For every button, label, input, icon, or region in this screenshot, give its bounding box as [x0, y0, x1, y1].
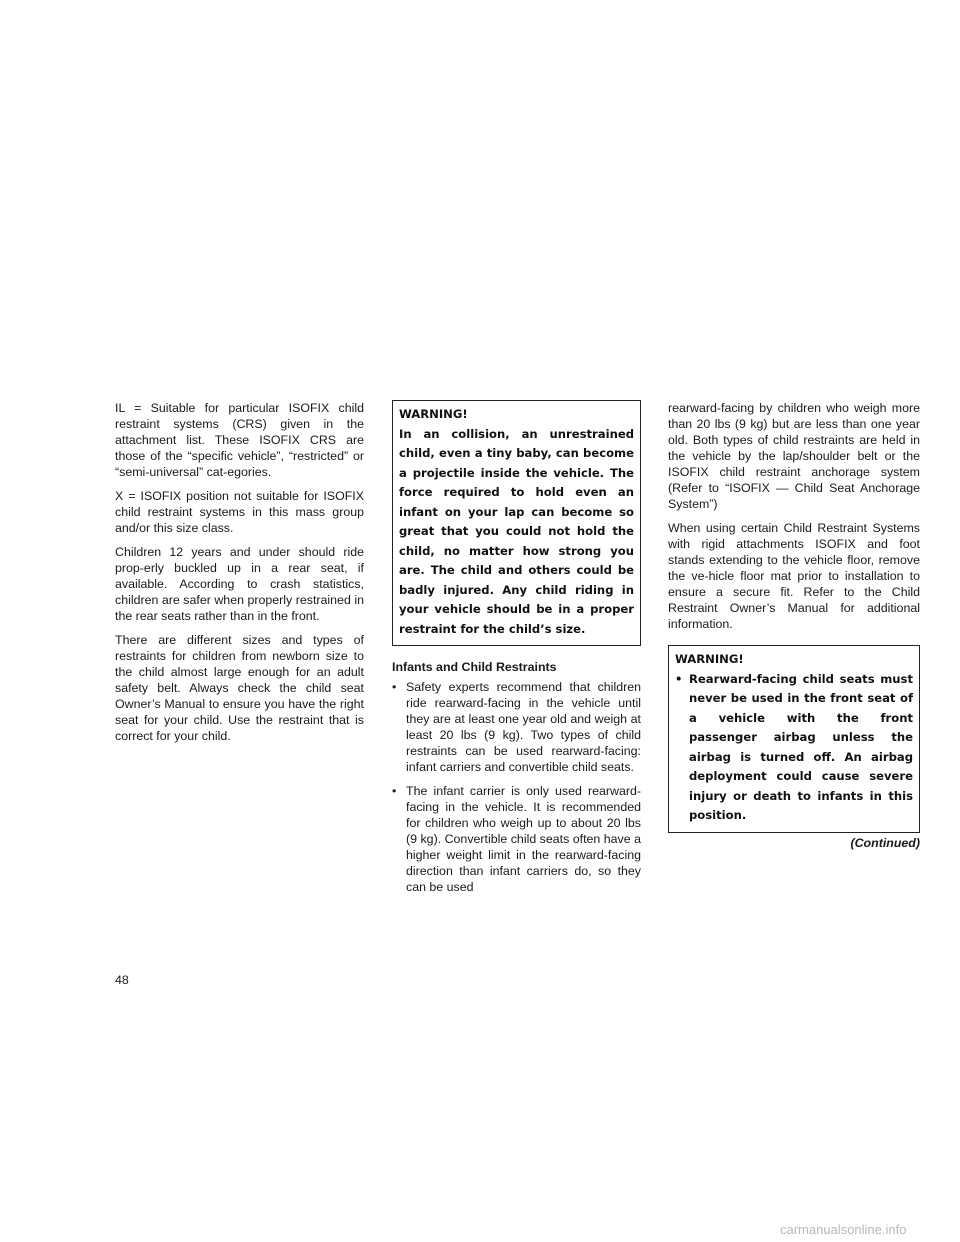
paragraph-il-definition: IL = Suitable for particular ISOFIX child restraint systems (CRS) given in the attachment list. These ISOFIX CRS are those of the “specific vehicle”, “restricted” or “semi-universal” cat-egories. — [115, 401, 364, 479]
paragraph-restraint-types: There are different sizes and types of restraints for children from newborn size to the child almost large enough for an adult safety belt. Always check the child seat Owner’s Manual to ensure you have the right seat for your child. Use the restraint that is correct for your child. — [115, 633, 364, 743]
bullet-continuation-text: rearward-facing by children who weigh more than 20 lbs (9 kg) but are less than one year old. Both types of child restraints are held in the vehicle by the lap/shoulder belt or the ISOFIX child restraint anchorage system (Refer to “ISOFIX — Child Seat Anchorage System”) — [668, 401, 920, 511]
warning-title: WARNING! — [675, 652, 744, 666]
bullet-text-safety-experts: Safety experts recommend that children ride rearward-facing in the vehicle until they are at least one year old and weigh at least 20 lbs (9 kg). Two types of child restraints can be used rearward-facing: infant carriers and convertible child seats. — [406, 680, 641, 774]
section-heading-infants: Infants and Child Restraints — [392, 660, 557, 674]
warning-box-unrestrained-child — [392, 400, 641, 646]
bullet-icon: • — [392, 784, 397, 798]
warning-bullet-text: Rearward-facing child seats must never be used in the front seat of a vehicle with the front passenger airbag unless the airbag is turned off. An airbag deployment could cause severe injury or death to infants in this position. — [689, 671, 913, 822]
page-number: 48 — [115, 973, 129, 987]
column-left — [115, 400, 364, 752]
paragraph-children-rear-seat: Children 12 years and under should ride prop-erly buckled up in a rear seat, if available. According to crash statistics, children are safer when properly restrained in the rear seats rather than in the front. — [115, 545, 364, 623]
list-item — [675, 670, 913, 826]
column-middle — [392, 400, 641, 903]
bullet-icon: • — [392, 680, 397, 694]
paragraph-x-definition: X = ISOFIX position not suitable for ISOFIX child restraint systems in this mass group and/or this size class. — [115, 489, 364, 535]
warning-text: In an collision, an unrestrained child, even a tiny baby, can become a projectile inside the vehicle. The force required to hold even an infant on your lap can become so great that you could not hold the child, no matter how strong you are. The child and others could be badly injured. Any child riding in your vehicle should be in a proper restraint for the child’s size. — [399, 426, 634, 636]
watermark-text: carmanualsonline.info — [780, 1222, 907, 1237]
list-item — [392, 783, 641, 895]
list-item — [392, 679, 641, 775]
continued-label: (Continued) — [850, 835, 920, 850]
paragraph-rigid-attachments: When using certain Child Restraint Systems with rigid attachments ISOFIX and foot stands extending to the vehicle floor, remove the ve-hicle floor mat prior to installation to ensure a secure fit. Refer to the Child Restraint Owner’s Manual for additional information. — [668, 521, 920, 631]
column-right — [668, 400, 920, 851]
bullet-icon: • — [675, 671, 683, 686]
bullet-text-infant-carrier: The infant carrier is only used rearward-facing in the vehicle. It is recommended for children who weigh up to about 20 lbs (9 kg). Convertible child seats often have a higher weight limit in the rearward-facing direction than infant carriers do, so they can be used — [406, 784, 641, 894]
warning-title: WARNING! — [399, 407, 468, 421]
warning-box-rearward-facing — [668, 645, 920, 833]
